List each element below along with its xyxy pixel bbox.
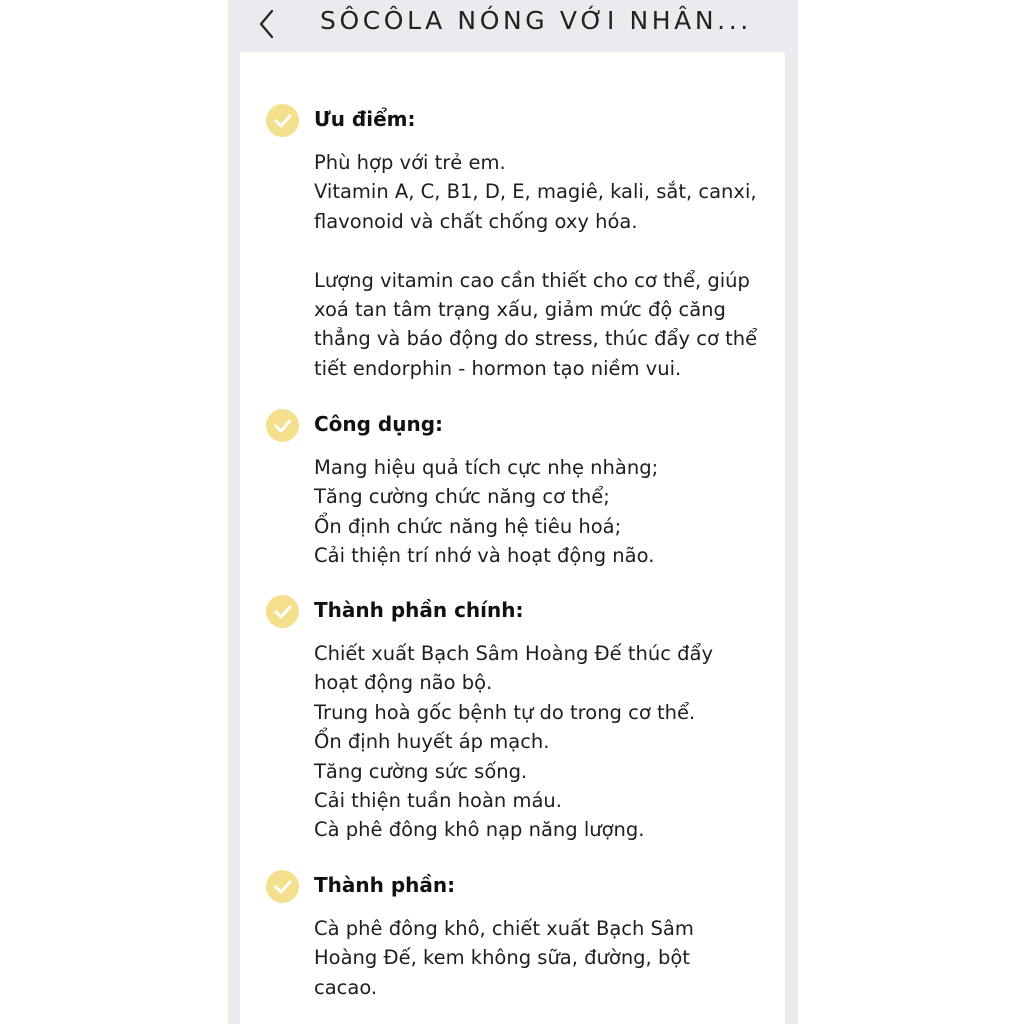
body-line: Lượng vitamin cao cần thiết cho cơ thể, giúp bbox=[314, 268, 750, 292]
body-line: Phù hợp với trẻ em. bbox=[314, 151, 506, 174]
body-line: Cải thiện trí nhớ và hoạt động não. bbox=[314, 544, 655, 568]
section-title: Thành phần chính: bbox=[314, 598, 524, 622]
check-circle-icon bbox=[266, 409, 299, 442]
body-line: Cải thiện tuần hoàn máu. bbox=[314, 789, 562, 813]
check-circle-icon bbox=[266, 104, 299, 137]
body-line: Trung hoà gốc bệnh tự do trong cơ thể. bbox=[314, 700, 696, 724]
body-line: Vitamin A, C, B1, D, E, magiê, kali, sắt, canxi, bbox=[314, 180, 757, 204]
top-bar bbox=[228, 0, 798, 50]
section-title: Thành phần: bbox=[314, 873, 456, 897]
section-title: Công dụng: bbox=[314, 412, 444, 436]
body-line: Cà phê đông khô nạp năng lượng. bbox=[314, 818, 645, 842]
body-line: thẳng và báo động do stress, thúc đẩy cơ thể bbox=[314, 327, 758, 351]
chevron-left-icon bbox=[256, 6, 280, 42]
body-line: Hoàng Đế, kem không sữa, đường, bột bbox=[314, 946, 690, 970]
check-circle-icon bbox=[266, 595, 299, 628]
paragraph-gap bbox=[314, 236, 774, 265]
section-body bbox=[314, 453, 774, 571]
body-line: flavonoid và chất chống oxy hóa. bbox=[314, 209, 638, 233]
description-card bbox=[240, 52, 785, 1024]
section-body bbox=[314, 914, 774, 1002]
check-circle-icon bbox=[266, 870, 299, 903]
body-line: Cà phê đông khô, chiết xuất Bạch Sâm bbox=[314, 917, 694, 940]
section-title: Ưu điểm: bbox=[314, 107, 416, 131]
body-line: tiết endorphin - hormon tạo niềm vui. bbox=[314, 356, 682, 380]
body-line: Chiết xuất Bạch Sâm Hoàng Đế thúc đẩy bbox=[314, 642, 713, 665]
body-line: hoạt động não bộ. bbox=[314, 671, 493, 695]
section-body bbox=[314, 148, 774, 383]
section-body bbox=[314, 639, 774, 845]
body-line: Tăng cường sức sống. bbox=[314, 759, 528, 783]
body-line: xoá tan tâm trạng xấu, giảm mức độ căng bbox=[314, 298, 726, 322]
body-line: cacao. bbox=[314, 975, 378, 999]
body-line: Ổn định chức năng hệ tiêu hoá; bbox=[314, 514, 622, 538]
back-button[interactable] bbox=[256, 6, 280, 42]
app-screen bbox=[228, 0, 798, 1024]
body-line: Ổn định huyết áp mạch. bbox=[314, 730, 550, 754]
body-line: Tăng cường chức năng cơ thể; bbox=[314, 485, 610, 509]
page-title: SÔCÔLA NÓNG VỚI NHÂN... bbox=[320, 6, 752, 35]
body-line: Mang hiệu quả tích cực nhẹ nhàng; bbox=[314, 456, 659, 479]
